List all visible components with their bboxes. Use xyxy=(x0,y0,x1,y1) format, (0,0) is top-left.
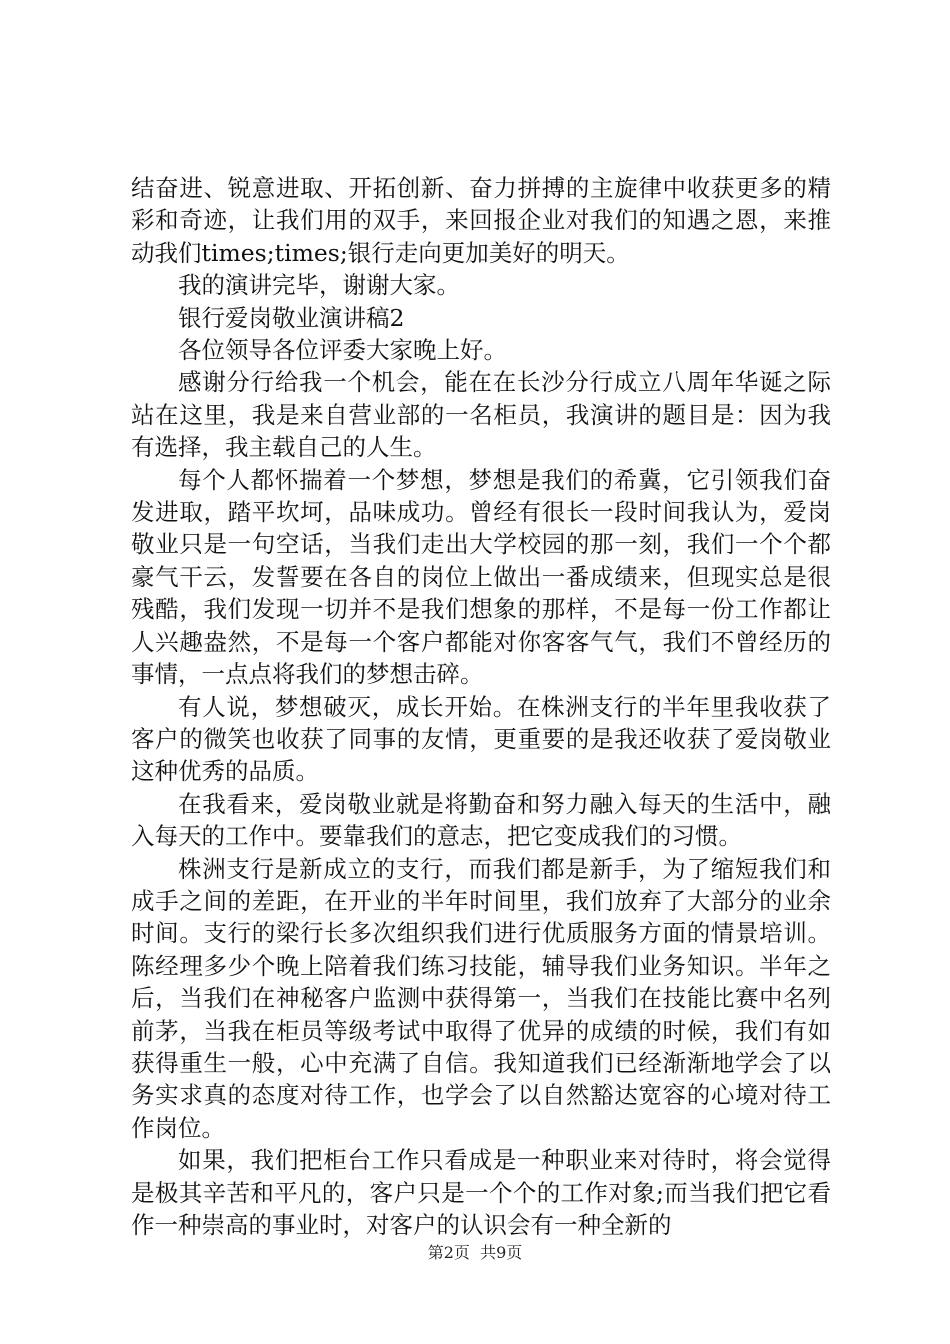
page-number-label: 第2页 共9页 xyxy=(427,1243,523,1262)
paragraph-5: 感谢分行给我一个机会，能在在长沙分行成立八周年华诞之际站在这里，我是来自营业部的一名柜员，我演讲的题目是：因为我有选择，我主载自己的人生。 xyxy=(131,368,831,462)
paragraph-10: 如果，我们把柜台工作只看成是一种职业来对待时，将会觉得是极其辛苦和平凡的，客户只是一个个的工作对象;而当我们把它看作一种崇高的事业时，对客户的认识会有一种全新的 xyxy=(131,1146,831,1239)
paragraph-9: 株洲支行是新成立的支行，而我们都是新手，为了缩短我们和成手之间的差距，在开业的半年时间里，我们放弃了大部分的业余时间。支行的梁行长多次组织我们进行优质服务方面的情景培训。陈经理多少个晚上陪着我们练习技能，辅导我们业务知识。半年之后，当我们在神秘客户监测中获得第一，当我们在技能比赛中名列前茅，当我在柜员等级考试中取得了优异的成绩的时候，我们有如获得重生一般，心中充满了自信。我知道我们已经渐渐地学会了以务实求真的态度对待工作，也学会了以自然豁达宽容的心境对待工作岗位。 xyxy=(131,854,831,1142)
page-footer xyxy=(0,1240,950,1263)
section-heading: 银行爱岗敬业演讲稿2 xyxy=(178,303,405,332)
paragraph-2: 我的演讲完毕，谢谢大家。 xyxy=(178,271,460,300)
paragraph-6: 每个人都怀揣着一个梦想，梦想是我们的希冀，它引领我们奋发进取，踏平坎坷，品味成功。曾经有很长一段时间我认为，爱岗敬业只是一句空话，当我们走出大学校园的那一刻，我们一个个都豪气干云，发誓要在各自的岗位上做出一番成绩来，但现实总是很残酷，我们发现一切并不是我们想象的那样，不是每一份工作都让人兴趣盎然，不是每一个客户都能对你客客气气，我们不曾经历的事情，一点点将我们的梦想击碎。 xyxy=(131,465,831,689)
paragraph-8: 在我看来，爱岗敬业就是将勤奋和努力融入每天的生活中，融入每天的工作中。要靠我们的意志，把它变成我们的习惯。 xyxy=(131,789,831,851)
paragraph-7: 有人说，梦想破灭，成长开始。在株洲支行的半年里我收获了客户的微笑也收获了同事的友情，更重要的是我还收获了爱岗敬业这种优秀的品质。 xyxy=(131,692,831,786)
document-body xyxy=(131,172,831,1241)
paragraph-greeting: 各位领导各位评委大家晚上好。 xyxy=(178,336,507,365)
paragraph-1: 结奋进、锐意进取、开拓创新、奋力拼搏的主旋律中收获更多的精彩和奇迹，让我们用的双手，来回报企业对我们的知遇之恩，来推动我们times;times;银行走向更加美好的明天。 xyxy=(131,174,831,267)
